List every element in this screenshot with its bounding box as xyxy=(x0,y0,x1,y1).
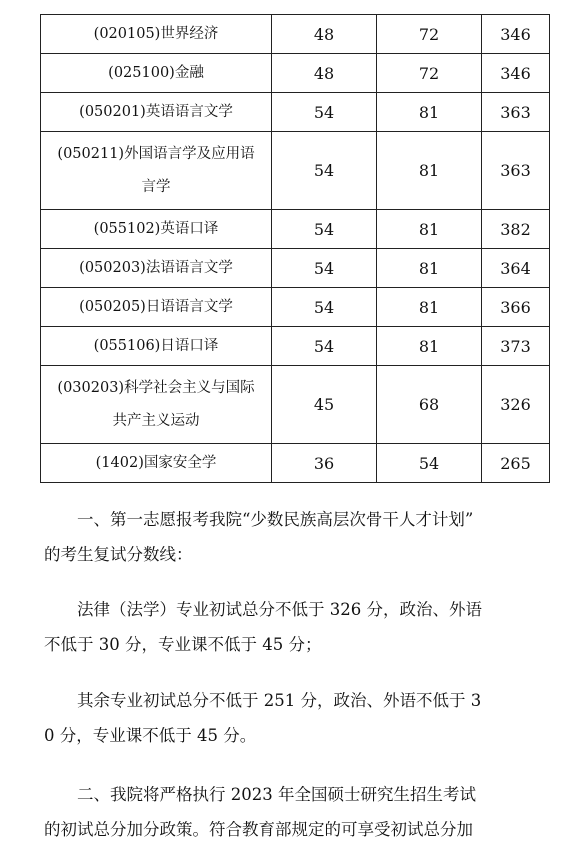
table-row xyxy=(41,327,550,366)
total-score-cell: 382 xyxy=(482,210,550,249)
major-line-1: (050211)外国语言学及应用语 xyxy=(57,145,255,162)
paragraph-line: 二、我院将严格执行 2023 年全国硕士研究生招生考试 xyxy=(77,785,476,804)
major-cell: (050205)日语语言文学 xyxy=(41,288,272,327)
total-score-cell: 265 xyxy=(482,444,550,483)
major-cell xyxy=(41,132,272,210)
other-subject-cell: 81 xyxy=(377,210,482,249)
total-score-cell: 373 xyxy=(482,327,550,366)
major-line-2: 共产主义运动 xyxy=(112,412,200,429)
single-subject-cell: 48 xyxy=(272,54,377,93)
major-cell xyxy=(41,366,272,444)
table-row xyxy=(41,288,550,327)
paragraph-line: 一、第一志愿报考我院“少数民族高层次骨干人才计划” xyxy=(77,510,474,529)
paragraph-line: 的初试总分加分政策。符合教育部规定的可享受初试总分加 xyxy=(44,820,473,839)
table-row xyxy=(41,210,550,249)
major-cell: (055102)英语口译 xyxy=(41,210,272,249)
paragraph-line: 法律（法学）专业初试总分不低于 326 分，政治、外语 xyxy=(77,600,482,619)
score-table xyxy=(40,14,550,483)
single-subject-cell: 45 xyxy=(272,366,377,444)
other-subject-cell: 54 xyxy=(377,444,482,483)
total-score-cell: 326 xyxy=(482,366,550,444)
other-subject-cell: 68 xyxy=(377,366,482,444)
single-subject-cell: 36 xyxy=(272,444,377,483)
paragraph-minority-plan xyxy=(44,502,544,572)
table-row xyxy=(41,93,550,132)
total-score-cell: 346 xyxy=(482,15,550,54)
paragraph-line: 的考生复试分数线： xyxy=(44,545,193,564)
table-row xyxy=(41,15,550,54)
major-line-1: (030203)科学社会主义与国际 xyxy=(57,379,255,396)
paragraph-line: 0 分，专业课不低于 45 分。 xyxy=(44,726,257,745)
table-row xyxy=(41,444,550,483)
paragraph-law-threshold xyxy=(44,592,544,662)
major-cell: (055106)日语口译 xyxy=(41,327,272,366)
total-score-cell: 364 xyxy=(482,249,550,288)
other-subject-cell: 81 xyxy=(377,132,482,210)
major-cell: (050201)英语语言文学 xyxy=(41,93,272,132)
major-cell: (1402)国家安全学 xyxy=(41,444,272,483)
single-subject-cell: 48 xyxy=(272,15,377,54)
other-subject-cell: 72 xyxy=(377,54,482,93)
paragraph-bonus-policy xyxy=(44,777,544,847)
single-subject-cell: 54 xyxy=(272,288,377,327)
other-subject-cell: 81 xyxy=(377,249,482,288)
table-row xyxy=(41,54,550,93)
total-score-cell: 346 xyxy=(482,54,550,93)
paragraph-line: 不低于 30 分，专业课不低于 45 分； xyxy=(44,635,322,654)
table-row xyxy=(41,132,550,210)
total-score-cell: 363 xyxy=(482,132,550,210)
major-cell: (025100)金融 xyxy=(41,54,272,93)
single-subject-cell: 54 xyxy=(272,210,377,249)
single-subject-cell: 54 xyxy=(272,249,377,288)
total-score-cell: 366 xyxy=(482,288,550,327)
major-line-2: 言学 xyxy=(141,178,171,195)
other-subject-cell: 81 xyxy=(377,327,482,366)
other-subject-cell: 72 xyxy=(377,15,482,54)
table-row xyxy=(41,366,550,444)
major-cell: (050203)法语语言文学 xyxy=(41,249,272,288)
table-row xyxy=(41,249,550,288)
paragraph-other-threshold xyxy=(44,683,544,753)
paragraph-line: 其余专业初试总分不低于 251 分，政治、外语不低于 3 xyxy=(77,691,482,710)
single-subject-cell: 54 xyxy=(272,327,377,366)
major-cell: (020105)世界经济 xyxy=(41,15,272,54)
single-subject-cell: 54 xyxy=(272,93,377,132)
total-score-cell: 363 xyxy=(482,93,550,132)
other-subject-cell: 81 xyxy=(377,288,482,327)
other-subject-cell: 81 xyxy=(377,93,482,132)
single-subject-cell: 54 xyxy=(272,132,377,210)
